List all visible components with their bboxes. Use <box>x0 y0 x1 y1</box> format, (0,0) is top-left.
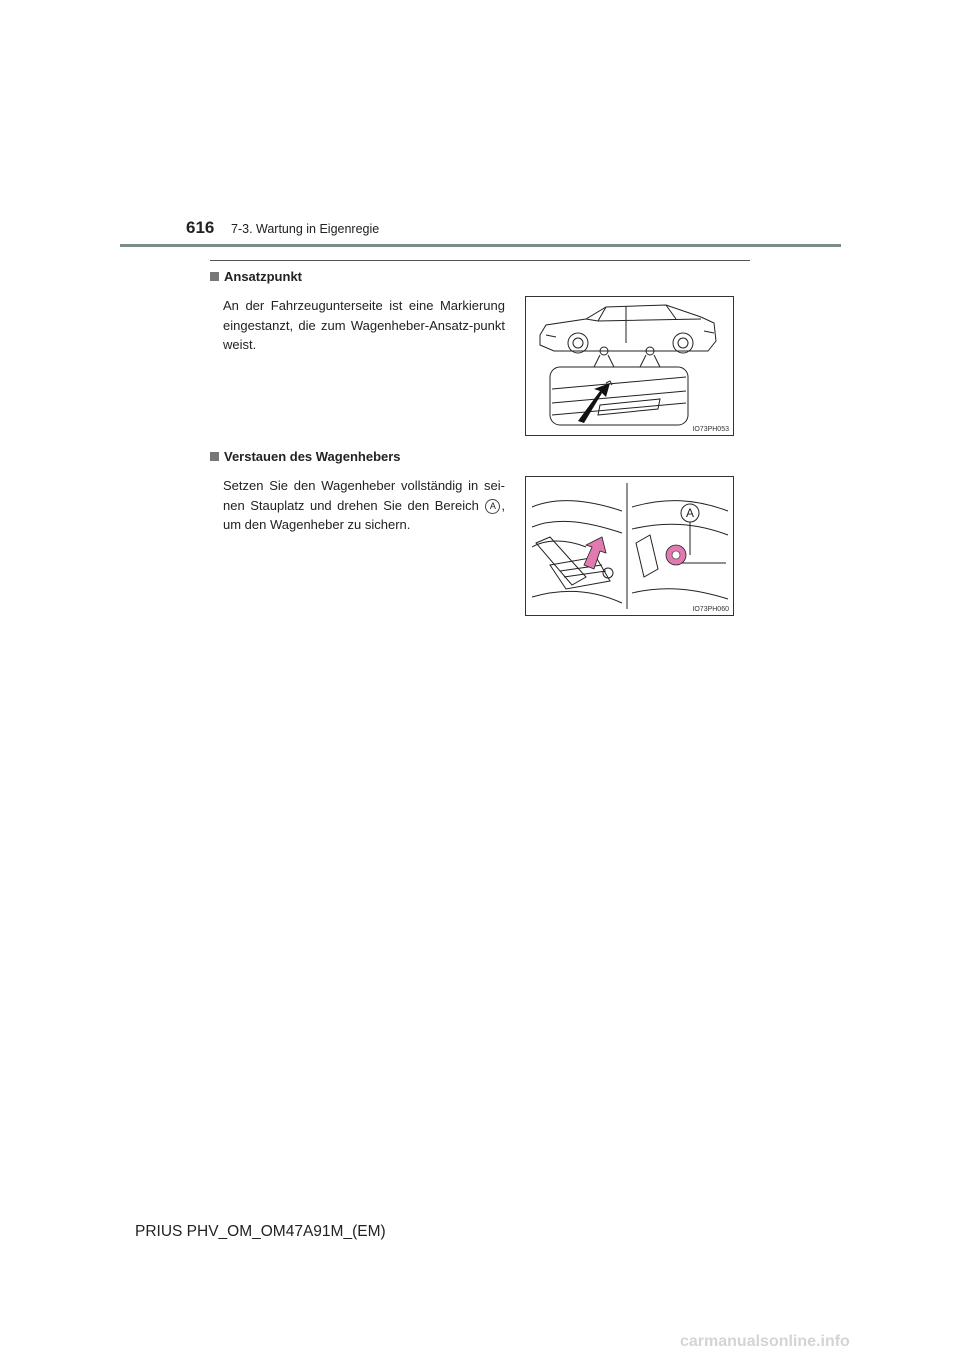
page-number: 616 <box>186 218 215 237</box>
square-bullet-icon <box>210 272 219 281</box>
figure-jack-point <box>525 296 734 436</box>
section-divider <box>210 260 750 261</box>
subheading-verstauen <box>210 449 401 464</box>
car-underside-illustration <box>526 297 733 435</box>
paragraph-ansatzpunkt: An der Fahrzeugunterseite ist eine Markierung eingestanzt, die zum Wagenheber-Ansatz-punkt weist. <box>223 298 505 352</box>
jack-storage-illustration <box>526 477 733 615</box>
svg-text:A: A <box>686 506 695 520</box>
subheading-text: Ansatzpunkt <box>224 269 302 284</box>
watermark: carmanualsonline.info <box>680 1333 850 1350</box>
subheading-ansatzpunkt <box>210 269 302 284</box>
figure-jack-storage <box>525 476 734 616</box>
document-id: PRIUS PHV_OM_OM47A91M_(EM) <box>135 1223 386 1240</box>
section-title: 7-3. Wartung in Eigenregie <box>231 222 380 236</box>
paragraph-text-after: , um den Wagenheber zu sichern. <box>223 497 505 532</box>
header-rule <box>120 244 841 247</box>
figure-code: IO73PH060 <box>692 606 729 613</box>
callout-a-marker: A <box>485 499 500 514</box>
square-bullet-icon <box>210 452 219 461</box>
subheading-text: Verstauen des Wagenhebers <box>224 449 401 464</box>
figure-code: IO73PH053 <box>692 426 729 433</box>
paragraph-verstauen <box>223 476 505 535</box>
paragraph-text-before: Setzen Sie den Wagenheber vollständig in sei-nen Stauplatz und drehen Sie den Bereich <box>223 478 505 513</box>
